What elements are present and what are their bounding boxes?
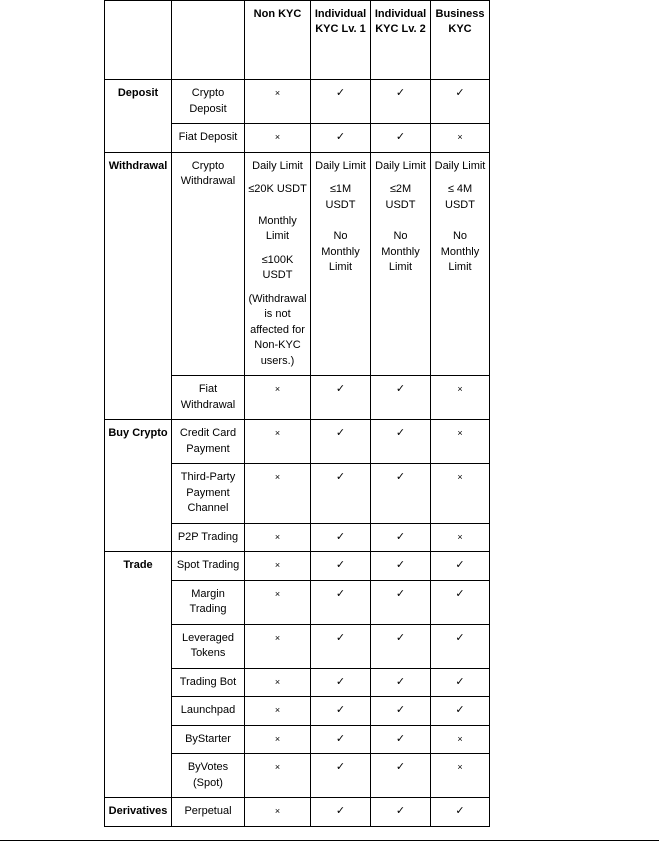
header-non-kyc: Non KYC [245, 1, 311, 80]
header-row [105, 1, 490, 80]
feature-label: Third-Party Payment Channel [172, 464, 245, 524]
cell-kyc-lv1: ✓ [311, 668, 371, 697]
cell-kyc-lv2: ✓ [371, 580, 431, 624]
cell-kyc-lv2: ✓ [371, 697, 431, 726]
cell-business: ✓ [431, 624, 490, 668]
feature-label: Perpetual [172, 798, 245, 827]
cell-business: ✓ [431, 80, 490, 124]
feature-label: ByVotes (Spot) [172, 754, 245, 798]
page-bottom-rule [0, 840, 659, 841]
table-row [105, 80, 490, 124]
cell-non-kyc: × [245, 552, 311, 581]
cell-kyc-lv1: ✓ [311, 725, 371, 754]
cell-kyc-lv2 [371, 152, 431, 376]
cell-kyc-lv2: ✓ [371, 420, 431, 464]
cell-non-kyc: × [245, 798, 311, 827]
cell-kyc-lv1: ✓ [311, 80, 371, 124]
cell-non-kyc [245, 152, 311, 376]
feature-label: Fiat Withdrawal [172, 376, 245, 420]
cell-business [431, 152, 490, 376]
cell-kyc-lv2: ✓ [371, 376, 431, 420]
feature-label: Crypto Deposit [172, 80, 245, 124]
cell-business: ✓ [431, 580, 490, 624]
cell-kyc-lv1: ✓ [311, 124, 371, 153]
daily-limit-value: ≤ 4M USDT [445, 183, 475, 211]
cell-business: ✓ [431, 697, 490, 726]
cell-kyc-lv2: ✓ [371, 124, 431, 153]
header-business-kyc: Business KYC [431, 1, 490, 80]
daily-limit-label: Daily Limit [375, 159, 426, 172]
cell-non-kyc: × [245, 754, 311, 798]
daily-limit-label: Daily Limit [252, 159, 303, 172]
cell-non-kyc: × [245, 523, 311, 552]
cell-kyc-lv2: ✓ [371, 725, 431, 754]
table-row [105, 152, 490, 376]
cell-kyc-lv1: ✓ [311, 376, 371, 420]
category-deposit: Deposit [105, 80, 172, 153]
category-derivatives: Derivatives [105, 798, 172, 827]
cell-kyc-lv1: ✓ [311, 552, 371, 581]
cell-non-kyc: × [245, 580, 311, 624]
cell-business: × [431, 464, 490, 524]
cell-business: ✓ [431, 668, 490, 697]
monthly-limit-label: Monthly Limit [258, 214, 297, 242]
feature-label: Fiat Deposit [172, 124, 245, 153]
table-row [105, 420, 490, 464]
cell-non-kyc: × [245, 668, 311, 697]
cell-kyc-lv1: ✓ [311, 697, 371, 726]
feature-label: Trading Bot [172, 668, 245, 697]
cell-kyc-lv1: ✓ [311, 624, 371, 668]
withdrawal-note: (Withdrawal is not affected for Non-KYC users.) [248, 292, 307, 367]
cell-business: × [431, 124, 490, 153]
daily-limit-label: Daily Limit [434, 159, 486, 172]
cell-kyc-lv2: ✓ [371, 624, 431, 668]
cell-non-kyc: × [245, 464, 311, 524]
cell-non-kyc: × [245, 697, 311, 726]
cell-kyc-lv1: ✓ [311, 464, 371, 524]
cell-kyc-lv2: ✓ [371, 552, 431, 581]
cell-business: × [431, 376, 490, 420]
header-cell [105, 1, 172, 80]
cell-non-kyc: × [245, 124, 311, 153]
cell-non-kyc: × [245, 376, 311, 420]
cell-kyc-lv1: ✓ [311, 523, 371, 552]
monthly-limit-value: No Monthly Limit [321, 230, 360, 273]
monthly-limit-value: No Monthly Limit [381, 230, 420, 273]
category-withdrawal: Withdrawal [105, 152, 172, 420]
cell-non-kyc: × [245, 420, 311, 464]
feature-label: Credit Card Payment [172, 420, 245, 464]
cell-non-kyc: × [245, 624, 311, 668]
cell-business: ✓ [431, 552, 490, 581]
cell-kyc-lv2: ✓ [371, 668, 431, 697]
feature-label: Crypto Withdrawal [172, 152, 245, 376]
cell-kyc-lv2: ✓ [371, 80, 431, 124]
cell-business: × [431, 523, 490, 552]
category-buy-crypto: Buy Crypto [105, 420, 172, 552]
header-kyc-lv1: Individual KYC Lv. 1 [311, 1, 371, 80]
cell-business: × [431, 725, 490, 754]
daily-limit-value: ≤20K USDT [248, 183, 307, 195]
feature-label: Launchpad [172, 697, 245, 726]
cell-kyc-lv1: ✓ [311, 798, 371, 827]
cell-kyc-lv1: ✓ [311, 580, 371, 624]
cell-kyc-lv2: ✓ [371, 464, 431, 524]
daily-limit-label: Daily Limit [315, 159, 366, 172]
feature-label: P2P Trading [172, 523, 245, 552]
feature-label: Spot Trading [172, 552, 245, 581]
feature-label: Margin Trading [172, 580, 245, 624]
monthly-limit-value: No Monthly Limit [440, 230, 480, 273]
cell-business: × [431, 420, 490, 464]
table-row [105, 552, 490, 581]
cell-kyc-lv2: ✓ [371, 523, 431, 552]
feature-label: Leveraged Tokens [172, 624, 245, 668]
monthly-limit-value: ≤100K USDT [261, 253, 294, 281]
cell-kyc-lv2: ✓ [371, 798, 431, 827]
cell-business: ✓ [431, 798, 490, 827]
daily-limit-value: ≤1M USDT [325, 183, 356, 211]
cell-kyc-lv1 [311, 152, 371, 376]
cell-kyc-lv1: ✓ [311, 754, 371, 798]
daily-limit-value: ≤2M USDT [385, 183, 416, 211]
cell-non-kyc: × [245, 80, 311, 124]
kyc-comparison-table [104, 0, 490, 827]
feature-label: ByStarter [172, 725, 245, 754]
category-trade: Trade [105, 552, 172, 798]
cell-kyc-lv2: ✓ [371, 754, 431, 798]
cell-business: × [431, 754, 490, 798]
header-cell [172, 1, 245, 80]
cell-kyc-lv1: ✓ [311, 420, 371, 464]
table-row [105, 798, 490, 827]
cell-non-kyc: × [245, 725, 311, 754]
header-kyc-lv2: Individual KYC Lv. 2 [371, 1, 431, 80]
